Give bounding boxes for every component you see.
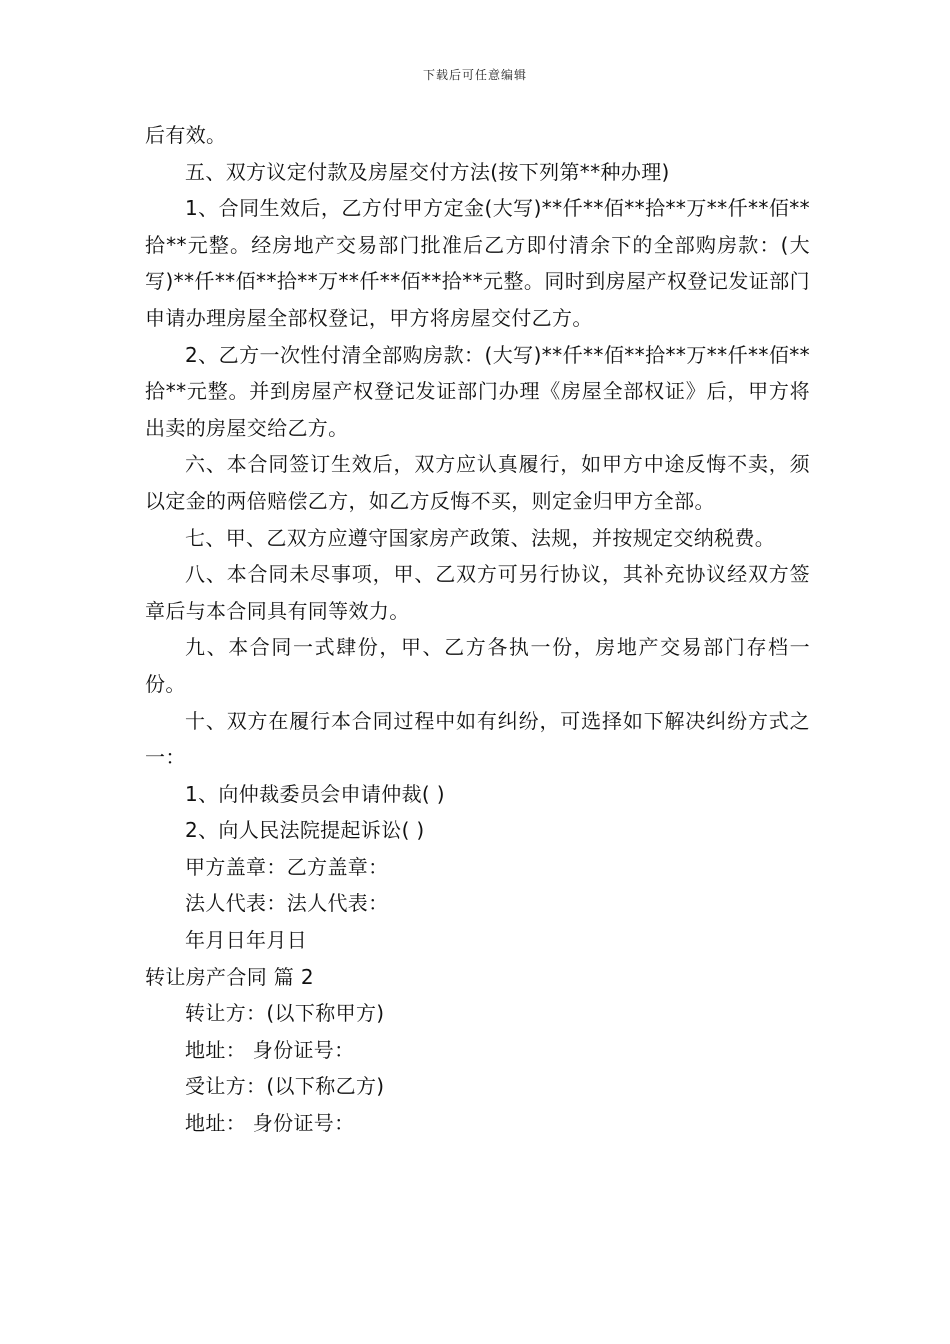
signature-representatives: 法人代表：法人代表： <box>185 891 389 916</box>
transferor-address-id: 地址： 身份证号： <box>185 1037 355 1062</box>
signature-seals: 甲方盖章：乙方盖章： <box>185 854 389 879</box>
section-title: 转让房产合同 篇 2 <box>145 964 314 989</box>
dispute-option-arbitration: 1、向仲裁委员会申请仲裁( ) <box>185 781 445 806</box>
page-header: 下载后可任意编辑 <box>422 68 527 82</box>
clause-6: 六、本合同签订生效后，双方应认真履行，如甲方中途反悔不卖，须以定金的两倍赔偿乙方，如乙方反悔不买，则定金归甲方全部。 <box>145 452 810 513</box>
clause-10: 十、双方在履行本合同过程中如有纠纷，可选择如下解决纠纷方式之一： <box>145 708 810 770</box>
signature-dates: 年月日年月日 <box>185 928 308 953</box>
document-body <box>145 117 810 1142</box>
clause-5-heading: 五、双方议定付款及房屋交付方法(按下列第**种办理) <box>185 159 670 184</box>
clause-5-option-2: 2、乙方一次性付清全部购房款：(大写)**仟**佰**拾**万**仟**佰**拾**元整。并到房屋产权登记发证部门办理《房屋全部权证》后，甲方将出卖的房屋交给乙方。 <box>145 342 810 440</box>
dispute-option-litigation: 2、向人民法院提起诉讼( ) <box>185 818 425 843</box>
clause-9: 九、本合同一式肆份，甲、乙方各执一份，房地产交易部门存档一份。 <box>145 635 810 696</box>
clause-5-option-1: 1、合同生效后，乙方付甲方定金(大写)**仟**佰**拾**万**仟**佰**拾**元整。经房地产交易部门批准后乙方即付清余下的全部购房款：(大写)**仟**佰**拾**万**仟**佰**拾**元整。同时到房屋产权登记发证部门申请办理房屋全部权登记，甲方将房屋交付乙方。 <box>145 196 810 330</box>
transferor-line: 转让方：(以下称甲方) <box>185 1001 385 1026</box>
clause-7: 七、甲、乙双方应遵守国家房产政策、法规，并按规定交纳税费。 <box>185 525 776 550</box>
paragraph-continuation: 后有效。 <box>145 123 227 147</box>
clause-8: 八、本合同未尽事项，甲、乙双方可另行协议，其补充协议经双方签章后与本合同具有同等效力。 <box>145 562 810 623</box>
transferee-address-id: 地址： 身份证号： <box>185 1111 355 1136</box>
transferee-line: 受让方：(以下称乙方) <box>185 1074 385 1099</box>
